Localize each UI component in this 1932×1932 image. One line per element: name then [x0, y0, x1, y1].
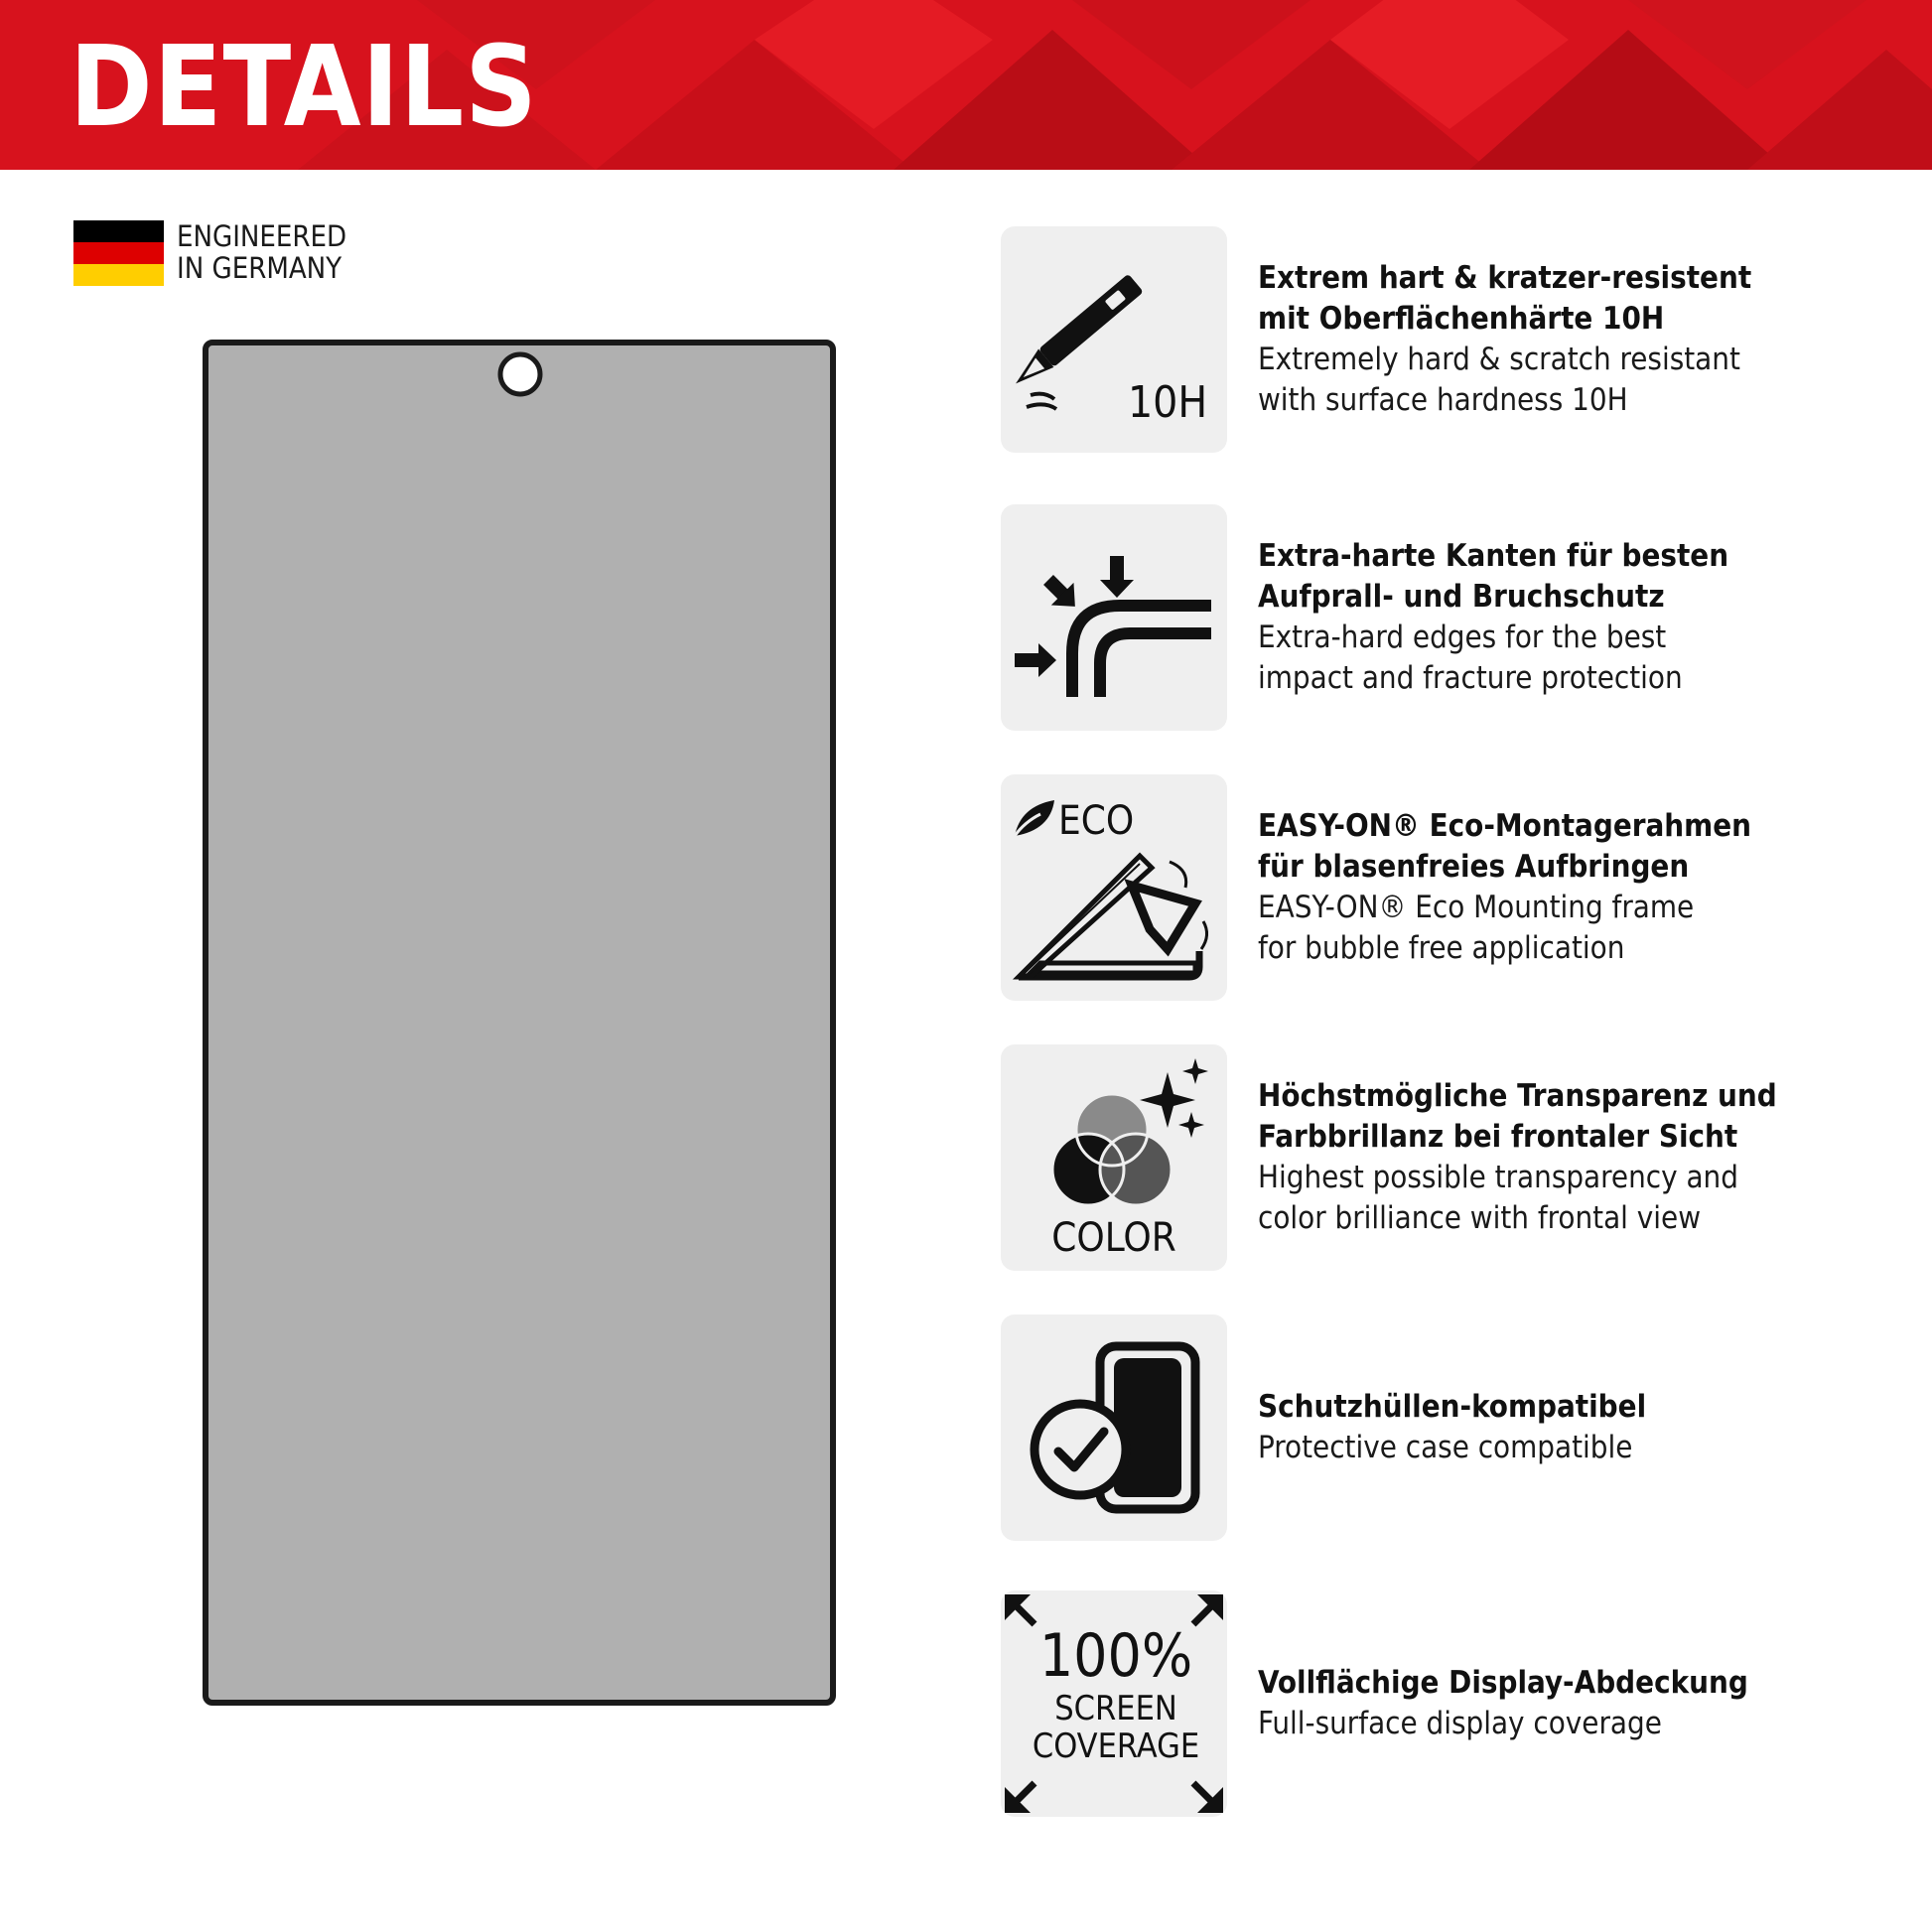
feature-hardness: [1001, 226, 1825, 453]
screen-coverage-icon-tile: [1001, 1590, 1227, 1817]
hardness-icon-label: 10H: [1128, 377, 1208, 428]
hardness-icon-tile: [1001, 226, 1227, 453]
eco-mounting-text: [1258, 774, 1834, 1001]
feature-subtitle-line: for bubble free application: [1258, 930, 1625, 966]
front-camera-cutout: [500, 354, 540, 394]
feature-title-line: Aufprall- und Bruchschutz: [1258, 579, 1665, 615]
eco-mounting-icon-tile: [1001, 774, 1227, 1001]
origin-line-1: ENGINEERED: [177, 219, 347, 253]
feature-title-line: Extra-harte Kanten für besten: [1258, 538, 1729, 574]
eco-mounting-frame-icon: [1001, 774, 1227, 1001]
feature-screen-coverage: [1001, 1590, 1825, 1817]
color-icon-label: COLOR: [1051, 1215, 1176, 1261]
case-compatible-icon-tile: [1001, 1314, 1227, 1541]
screen-coverage-text: [1258, 1590, 1834, 1817]
feature-subtitle-line: Extremely hard & scratch resistant: [1258, 342, 1740, 377]
case-compatible-text: [1258, 1314, 1834, 1541]
color-circles-icon: [1001, 1044, 1227, 1271]
feature-subtitle-line: impact and fracture protection: [1258, 660, 1683, 696]
feature-title-line: Schutzhüllen-kompatibel: [1258, 1389, 1647, 1425]
feature-subtitle-line: color brilliance with frontal view: [1258, 1200, 1702, 1236]
coverage-percent-label: 100%: [1038, 1621, 1193, 1691]
feature-subtitle-line: Full-surface display coverage: [1258, 1706, 1662, 1741]
feature-subtitle-line: Highest possible transparency and: [1258, 1160, 1738, 1195]
germany-flag-icon: [73, 220, 164, 286]
origin-label: [177, 220, 435, 284]
hardness-text: [1258, 226, 1834, 453]
header-banner: [0, 0, 1932, 170]
case-compatible-icon: [1001, 1314, 1227, 1541]
feature-title-line: Farbbrillanz bei frontaler Sicht: [1258, 1119, 1738, 1155]
coverage-label-line-2: COVERAGE: [1032, 1726, 1200, 1766]
feature-color-brilliance: [1001, 1044, 1825, 1271]
feature-subtitle-line: with surface hardness 10H: [1258, 382, 1628, 418]
feature-subtitle-line: Extra-hard edges for the best: [1258, 620, 1667, 655]
phone-screen-protector-illustration: [203, 340, 836, 1706]
feature-subtitle-line: EASY-ON® Eco Mounting frame: [1258, 890, 1695, 925]
hard-edges-text: [1258, 504, 1834, 731]
origin-line-2: IN GERMANY: [177, 251, 343, 285]
eco-icon-label: ECO: [1058, 798, 1135, 844]
color-icon-tile: [1001, 1044, 1227, 1271]
page-title: DETAILS: [69, 23, 538, 152]
cutter-knife-icon: [1001, 226, 1227, 453]
checkmark-circle-icon: [1035, 1404, 1126, 1495]
feature-eco-mounting: [1001, 774, 1825, 1001]
sparkle-icon: [1140, 1072, 1195, 1128]
phone-screen: [206, 343, 833, 1703]
feature-hard-edges: [1001, 504, 1825, 731]
coverage-label-line-1: SCREEN: [1054, 1689, 1177, 1728]
feature-title-line: für blasenfreies Aufbringen: [1258, 849, 1690, 885]
hard-edges-icon-tile: [1001, 504, 1227, 731]
hard-edges-impact-icon: [1001, 504, 1227, 731]
screen-coverage-icon: [1001, 1590, 1227, 1817]
feature-title-line: Höchstmögliche Transparenz und: [1258, 1078, 1777, 1114]
feature-title-line: Vollflächige Display-Abdeckung: [1258, 1665, 1748, 1701]
feature-title-line: Extrem hart & kratzer-resistent: [1258, 260, 1752, 296]
feature-title-line: mit Oberflächenhärte 10H: [1258, 301, 1665, 337]
feature-case-compatible: [1001, 1314, 1825, 1541]
feature-subtitle-line: Protective case compatible: [1258, 1430, 1633, 1465]
feature-title-line: EASY-ON® Eco-Montagerahmen: [1258, 808, 1752, 844]
color-brilliance-text: [1258, 1044, 1834, 1271]
